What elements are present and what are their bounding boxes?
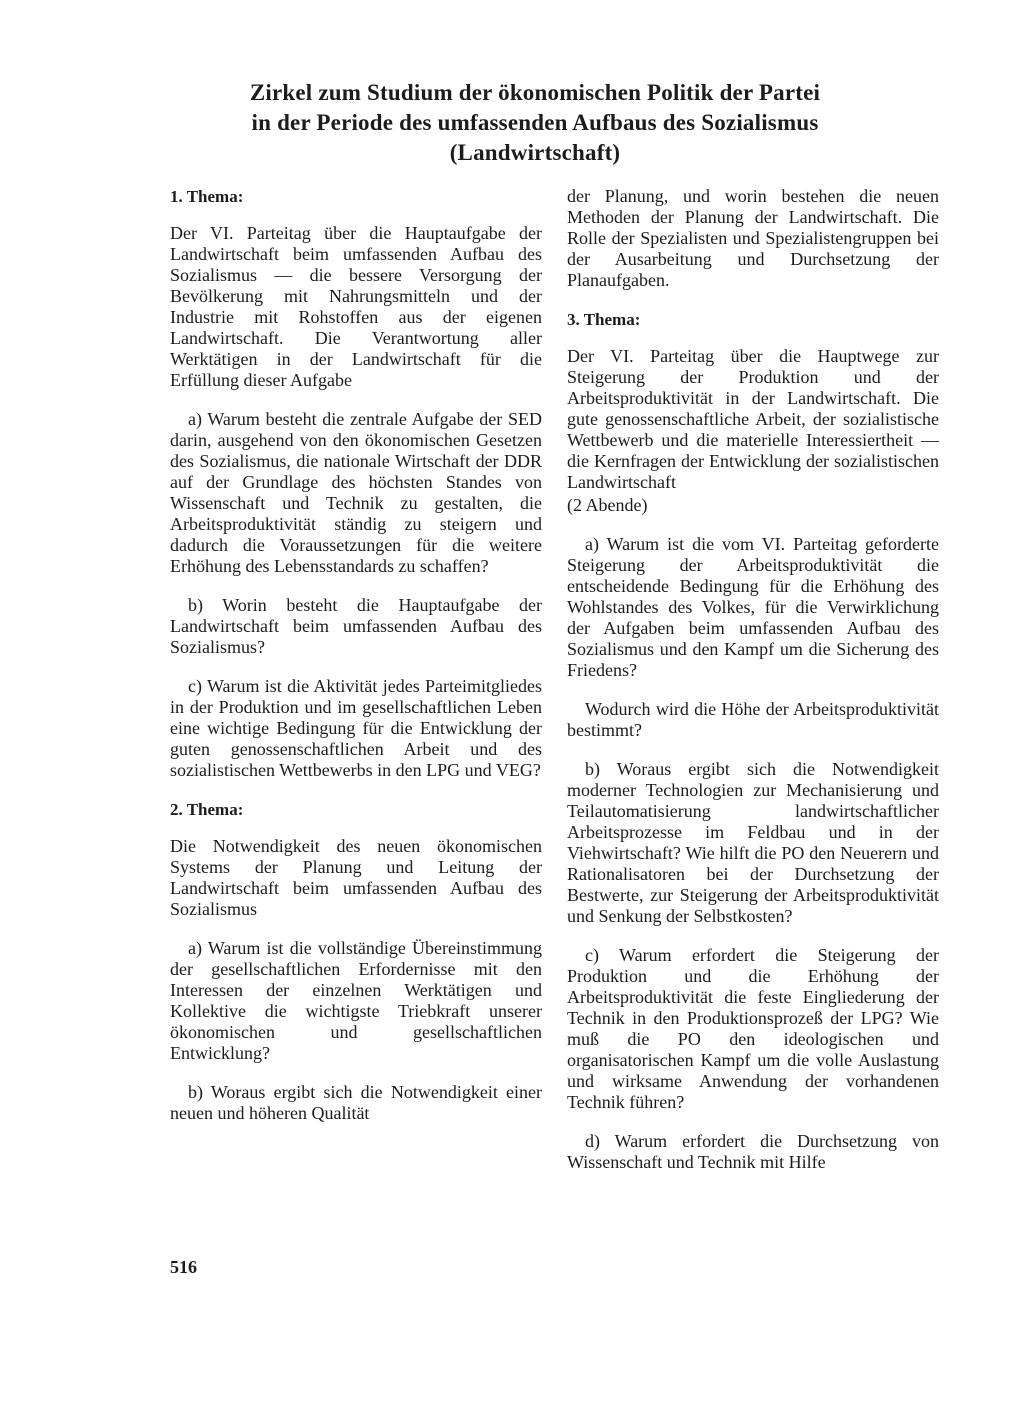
thema-3-question-c: c) Warum erfordert die Steigerung der Produktion und die Erhöhung der Arbeitsproduktivität die feste Eingliederung der Technik in den Produktionsprozeß der LPG? Wie muß die PO den ideologischen und organisatorischen Kampf um die volle Auslastung und wirksame Anwendung der vorhandenen Technik führen? [567, 945, 939, 1112]
thema-2-question-a: a) Warum ist die vollständige Übereinstimmung der gesellschaftlichen Erfordernisse mit den Interessen der einzelnen Werktätigen und Kollektive die wichtigste Triebkraft unserer ökonomischen und gesellschaftlichen Entwicklung? [170, 938, 542, 1063]
thema-2-heading: 2. Thema: [170, 800, 244, 819]
thema-1-question-c: c) Warum ist die Aktivität jedes Parteimitgliedes in der Produktion und im gesellschaftlichen Leben eine wichtige Bedingung für die Entwicklung der guten genossenschaftlichen Arbeit und des sozialistischen Wettbewerbs in den LPG und VEG? [170, 676, 542, 780]
thema-2-question-b-continued: der Planung, und worin bestehen die neuen Methoden der Planung der Landwirtschaft. Die Rolle der Spezialisten und Spezialistengruppen bei der Ausarbeitung und Durchsetzung der Planaufgaben. [567, 186, 939, 290]
thema-3-question-a: a) Warum ist die vom VI. Parteitag geforderte Steigerung der Arbeitsproduktivität die entscheidende Bedingung für die Erhöhung des Wohlstandes des Volkes, für die Verwirklichung der Aufgaben beim umfassenden Aufbau des Sozialismus und den Kampf um die Sicherung des Friedens? [567, 534, 939, 680]
thema-1-intro: Der VI. Parteitag über die Hauptaufgabe der Landwirtschaft beim umfassenden Aufbau des Sozialismus — die bessere Versorgung der Bevölkerung mit Nahrungsmitteln und der Industrie mit Rohstoffen aus der eigenen Landwirtschaft. Die Verantwortung aller Werktätigen in der Landwirtschaft für die Erfüllung dieser Aufgabe [170, 223, 542, 390]
document-title [195, 78, 875, 168]
title-line-1: Zirkel zum Studium der ökonomischen Politik der Partei [249, 80, 821, 105]
title-line-2: in der Periode des umfassenden Aufbaus des Sozialismus [251, 110, 819, 135]
thema-3-question-a-followup: Wodurch wird die Höhe der Arbeitsproduktivität bestimmt? [567, 699, 939, 740]
thema-1-heading: 1. Thema: [170, 187, 244, 206]
thema-3-question-d: d) Warum erfordert die Durchsetzung von Wissenschaft und Technik mit Hilfe [567, 1131, 939, 1172]
thema-2-intro: Die Notwendigkeit des neuen ökonomischen Systems der Planung und Leitung der Landwirtschaft beim umfassenden Aufbau des Sozialismus [170, 836, 542, 919]
thema-1-question-b: b) Worin besteht die Hauptaufgabe der Landwirtschaft beim umfassenden Aufbau des Sozialismus? [170, 595, 542, 657]
thema-3-question-b: b) Woraus ergibt sich die Notwendigkeit moderner Technologien zur Mechanisierung und Teilautomatisierung landwirtschaftlicher Arbeitsprozesse im Feldbau und in der Viehwirtschaft? Wie hilft die PO den Neuerern und Rationalisatoren bei der Durchsetzung der Bestwerte, zur Steigerung der Arbeitsproduktivität und Senkung der Selbstkosten? [567, 759, 939, 926]
thema-3-heading: 3. Thema: [567, 310, 641, 329]
thema-2-question-b: b) Woraus ergibt sich die Notwendigkeit einer neuen und höheren Qualität [170, 1082, 542, 1123]
page-number: 516 [170, 1257, 197, 1277]
thema-1-question-a: a) Warum besteht die zentrale Aufgabe der SED darin, ausgehend von den ökonomischen Gesetzen des Sozialismus, die nationale Wirtschaft der DDR auf der Grundlage des höchsten Standes von Wissenschaft und Technik zu gestalten, die Arbeitsproduktivität ständig zu steigern und dadurch die Voraussetzungen für die weitere Erhöhung des Lebensstandards zu schaffen? [170, 409, 542, 576]
right-column [567, 186, 939, 1191]
thema-3-evenings-note: (2 Abende) [567, 495, 648, 515]
left-column [170, 186, 542, 1142]
thema-3-intro: Der VI. Parteitag über die Hauptwege zur Steigerung der Produktion und der Arbeitsproduktivität in der Landwirtschaft. Die gute genossenschaftliche Arbeit, der sozialistische Wettbewerb und die materielle Interessiertheit — die Kernfragen der Entwicklung der sozialistischen Landwirtschaft [567, 346, 939, 492]
title-line-3: (Landwirtschaft) [449, 140, 621, 165]
